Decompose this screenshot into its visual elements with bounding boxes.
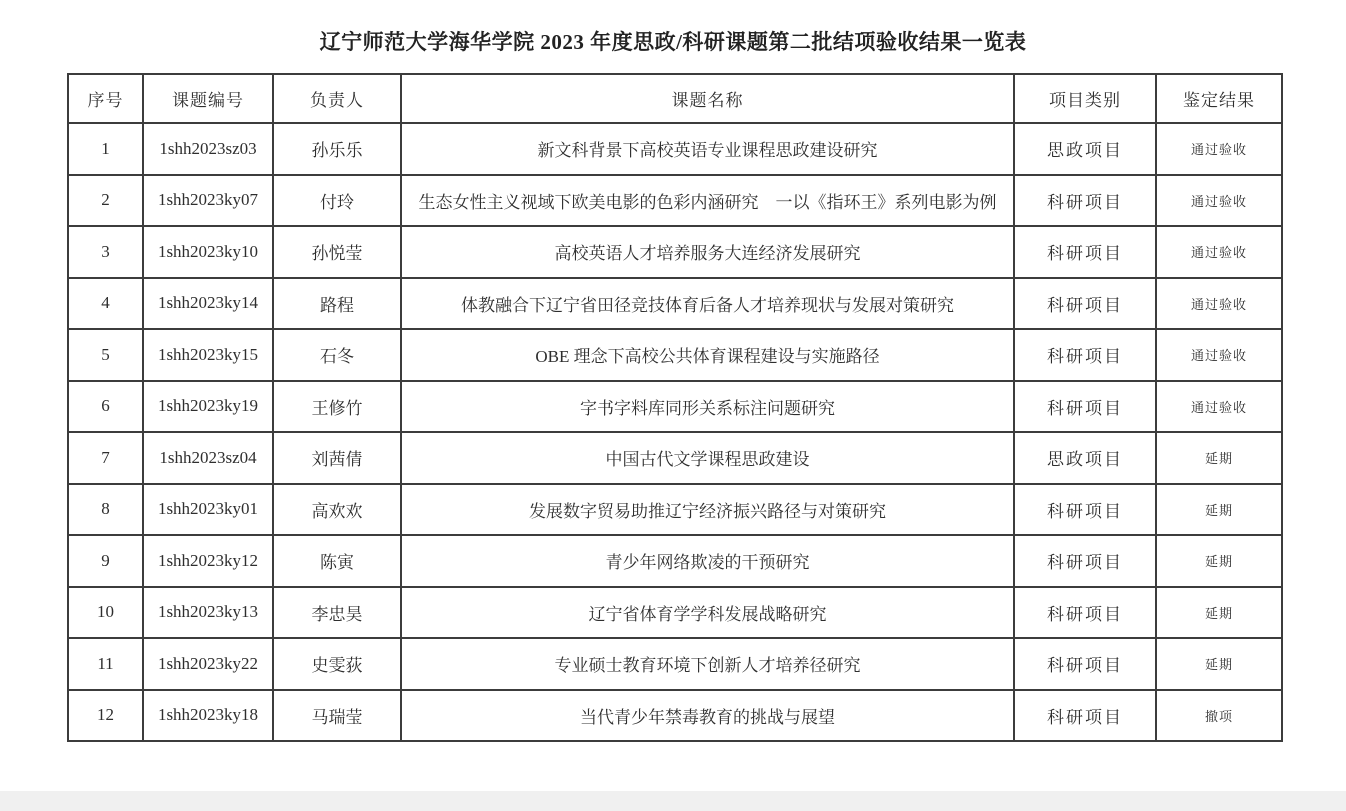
table-row [68, 432, 1282, 484]
table-cell: 付玲 [273, 175, 401, 227]
table-cell: 李忠昊 [273, 587, 401, 639]
table-cell: 1shh2023ky22 [143, 638, 273, 690]
table-cell: 思政项目 [1014, 432, 1156, 484]
header-code: 课题编号 [143, 74, 273, 123]
table-row [68, 329, 1282, 381]
table-cell: 通过验收 [1156, 381, 1282, 433]
table-header-row [68, 74, 1282, 123]
table-cell: 延期 [1156, 587, 1282, 639]
table-cell: 路程 [273, 278, 401, 330]
table-cell: 通过验收 [1156, 123, 1282, 175]
table-cell: 延期 [1156, 432, 1282, 484]
table-cell: 体教融合下辽宁省田径竞技体育后备人才培养现状与发展对策研究 [401, 278, 1014, 330]
table-cell: 石冬 [273, 329, 401, 381]
table-cell: 11 [68, 638, 143, 690]
table-cell: 科研项目 [1014, 175, 1156, 227]
table-row [68, 690, 1282, 742]
table-cell: 科研项目 [1014, 329, 1156, 381]
table-cell: 思政项目 [1014, 123, 1156, 175]
table-cell: 通过验收 [1156, 278, 1282, 330]
table-cell: 1shh2023ky19 [143, 381, 273, 433]
table-cell: 4 [68, 278, 143, 330]
table-cell: 12 [68, 690, 143, 742]
table-cell: 1shh2023ky15 [143, 329, 273, 381]
table-cell: 科研项目 [1014, 226, 1156, 278]
table-cell: 科研项目 [1014, 690, 1156, 742]
table-row [68, 484, 1282, 536]
table-row [68, 175, 1282, 227]
table-cell: 生态女性主义视域下欧美电影的色彩内涵研究 一以《指环王》系列电影为例 [401, 175, 1014, 227]
table-cell: 1shh2023ky01 [143, 484, 273, 536]
table-cell: 7 [68, 432, 143, 484]
table-cell: 科研项目 [1014, 484, 1156, 536]
table-cell: 陈寅 [273, 535, 401, 587]
table-cell: 辽宁省体育学学科发展战略研究 [401, 587, 1014, 639]
table-cell: 专业硕士教育环境下创新人才培养径研究 [401, 638, 1014, 690]
results-table [67, 73, 1283, 742]
table-row [68, 638, 1282, 690]
table-cell: 科研项目 [1014, 638, 1156, 690]
table-cell: 通过验收 [1156, 175, 1282, 227]
table-cell: 延期 [1156, 535, 1282, 587]
table-cell: 通过验收 [1156, 226, 1282, 278]
table-cell: 1 [68, 123, 143, 175]
table-cell: 1shh2023ky18 [143, 690, 273, 742]
table-cell: 1shh2023ky14 [143, 278, 273, 330]
table-cell: 1shh2023ky12 [143, 535, 273, 587]
table-cell: 1shh2023ky13 [143, 587, 273, 639]
table-cell: 3 [68, 226, 143, 278]
table-row [68, 123, 1282, 175]
header-leader: 负责人 [273, 74, 401, 123]
table-row [68, 226, 1282, 278]
header-category: 项目类别 [1014, 74, 1156, 123]
table-cell: 5 [68, 329, 143, 381]
table-cell: OBE 理念下高校公共体育课程建设与实施路径 [401, 329, 1014, 381]
table-cell: 2 [68, 175, 143, 227]
table-cell: 青少年网络欺凌的干预研究 [401, 535, 1014, 587]
table-cell: 6 [68, 381, 143, 433]
page-bottom-edge [0, 791, 1346, 811]
table-cell: 孙乐乐 [273, 123, 401, 175]
table-cell: 史雯荻 [273, 638, 401, 690]
table-cell: 高欢欢 [273, 484, 401, 536]
page-title: 辽宁师范大学海华学院 2023 年度思政/科研课题第二批结项验收结果一览表 [319, 30, 1027, 54]
table-cell: 科研项目 [1014, 587, 1156, 639]
table-body [68, 123, 1282, 741]
table-row [68, 535, 1282, 587]
table-row [68, 381, 1282, 433]
table-cell: 科研项目 [1014, 535, 1156, 587]
table-cell: 撤项 [1156, 690, 1282, 742]
table-cell: 1shh2023ky07 [143, 175, 273, 227]
table-cell: 科研项目 [1014, 278, 1156, 330]
table-cell: 当代青少年禁毒教育的挑战与展望 [401, 690, 1014, 742]
table-cell: 孙悦莹 [273, 226, 401, 278]
table-cell: 9 [68, 535, 143, 587]
table-cell: 通过验收 [1156, 329, 1282, 381]
header-index: 序号 [68, 74, 143, 123]
table-row [68, 587, 1282, 639]
table-cell: 1shh2023sz03 [143, 123, 273, 175]
table-cell: 1shh2023sz04 [143, 432, 273, 484]
table-cell: 10 [68, 587, 143, 639]
table-cell: 马瑞莹 [273, 690, 401, 742]
table-cell: 新文科背景下高校英语专业课程思政建设研究 [401, 123, 1014, 175]
table-cell: 延期 [1156, 638, 1282, 690]
header-result: 鉴定结果 [1156, 74, 1282, 123]
table-cell: 中国古代文学课程思政建设 [401, 432, 1014, 484]
table-cell: 字书字料库同形关系标注问题研究 [401, 381, 1014, 433]
table-cell: 高校英语人才培养服务大连经济发展研究 [401, 226, 1014, 278]
table-cell: 1shh2023ky10 [143, 226, 273, 278]
table-cell: 延期 [1156, 484, 1282, 536]
table-cell: 8 [68, 484, 143, 536]
table-cell: 发展数字贸易助推辽宁经济振兴路径与对策研究 [401, 484, 1014, 536]
table-cell: 王修竹 [273, 381, 401, 433]
table-cell: 科研项目 [1014, 381, 1156, 433]
table-cell: 刘茜倩 [273, 432, 401, 484]
header-name: 课题名称 [401, 74, 1014, 123]
table-row [68, 278, 1282, 330]
